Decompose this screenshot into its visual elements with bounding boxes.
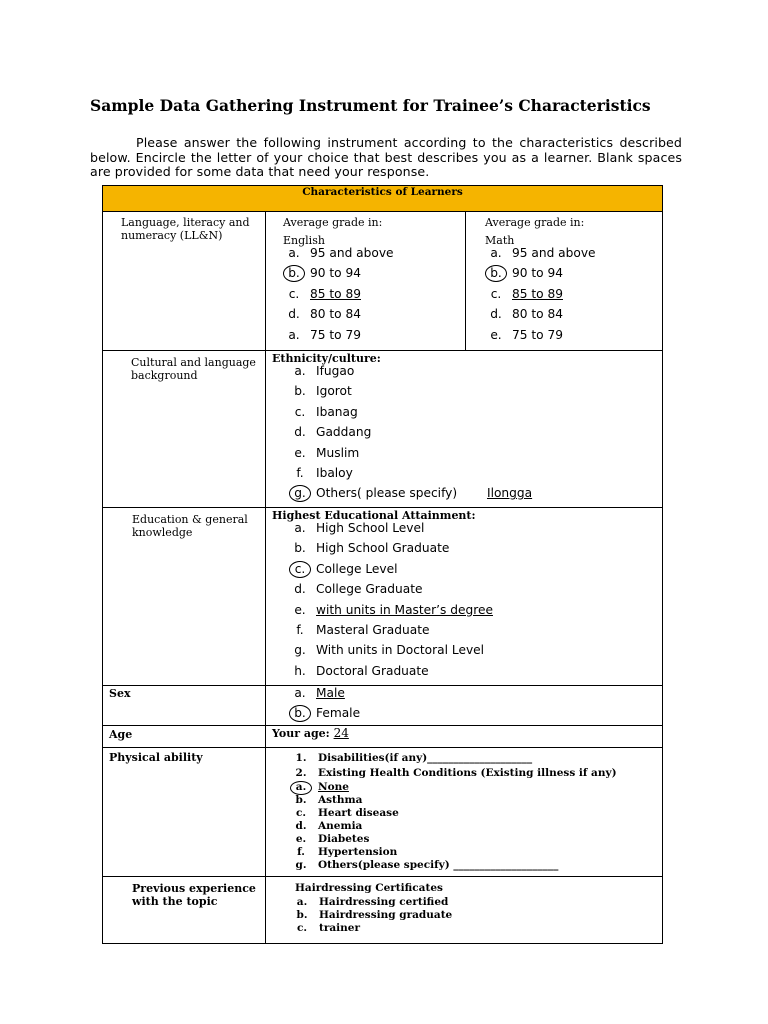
experience-label: Previous experience with the topic [132,882,256,908]
option-letter: d. [288,307,300,322]
option-item[interactable] [290,820,662,833]
row-education [103,508,663,686]
option-letter: a. [296,896,308,908]
row-llon [103,212,663,351]
option-letter: d. [295,820,307,832]
option-text: Male [316,686,345,700]
option-item[interactable] [288,620,662,640]
option-item[interactable] [288,483,662,503]
option-item[interactable] [288,402,662,422]
option-item[interactable] [282,304,465,324]
age-value: 24 [333,726,349,740]
instructions-paragraph: Please answer the following instrument according to the characteristics described below. Encircle the letter of your choice that best describes you as a learner. Blank spaces are provided for some data that need your response. [90,135,682,179]
education-caption: Highest Educational Attainment: [272,509,476,522]
option-text: Ibaloy [316,465,353,480]
option-item[interactable] [484,284,662,304]
option-letter: e. [294,602,306,617]
option-item[interactable] [288,661,662,681]
option-letter: e. [490,327,502,342]
option-text: trainer [319,922,361,934]
culture-options [288,361,662,504]
english-cell [266,212,466,351]
option-letter: c. [296,922,308,934]
option-item[interactable] [290,807,662,820]
specify-answer: Ilongga [487,486,533,501]
age-label-cell [103,726,266,748]
item-text: Existing Health Conditions (Existing illness if any) [318,767,617,779]
culture-caption: Ethnicity/culture: [272,352,381,365]
experience-options [291,896,662,935]
option-letter: f. [296,465,304,480]
option-letter: c. [294,404,306,419]
option-letter: f. [296,622,304,637]
option-letter: b. [484,263,508,283]
option-text: 75 to 79 [310,327,361,342]
option-letter: d. [294,582,306,597]
option-text: Asthma [318,794,363,806]
option-text: Igorot [316,384,352,399]
option-text: Hypertension [318,846,398,858]
option-item[interactable] [288,703,662,723]
learner-characteristics-table [102,185,663,944]
option-text: Hairdressing certified [319,896,449,908]
option-letter: h. [294,663,306,678]
option-item[interactable] [288,579,662,599]
option-letter: b. [296,909,308,921]
option-text: Female [316,706,361,721]
option-item[interactable] [288,463,662,483]
option-item[interactable] [291,896,662,909]
option-item[interactable] [282,243,465,263]
option-item[interactable] [290,833,662,846]
option-item[interactable] [288,559,662,579]
experience-cell [266,877,663,944]
math-caption: Average grade in: [485,216,585,229]
experience-caption: Hairdressing Certificates [295,882,443,894]
option-item[interactable] [288,640,662,660]
table-header-row [103,186,663,212]
culture-label: Cultural and language background [131,356,256,382]
option-item[interactable] [282,263,465,283]
llon-label: Language, literacy and numeracy (LL&N) [121,216,250,242]
document-title: Sample Data Gathering Instrument for Trainee’s Characteristics [90,96,651,115]
option-text: Hairdressing graduate [319,909,453,921]
age-caption: Your age: [272,727,330,740]
option-item[interactable] [484,304,662,324]
option-text: Masteral Graduate [316,622,430,637]
option-letter: c. [288,286,300,301]
option-letter: a. [288,246,300,260]
option-text: Doctoral Graduate [316,663,429,678]
option-item[interactable] [291,922,662,935]
option-text: High School Level [316,521,425,535]
sex-cell [266,686,663,726]
option-item[interactable] [288,361,662,381]
option-text: 95 and above [310,246,394,260]
option-text: 75 to 79 [512,327,563,342]
option-item[interactable] [290,846,662,859]
option-text: College Graduate [316,582,423,597]
option-text: Others(please specify) ____________________ [318,859,559,871]
option-text: 95 and above [512,246,596,260]
option-letter: b. [295,794,307,806]
option-letter: d. [294,425,306,440]
option-text: 85 to 89 [310,286,361,301]
option-text: Ibanag [316,404,358,419]
health-options [290,781,662,872]
item-number: 1. [295,752,307,764]
option-text: High School Graduate [316,541,450,556]
option-letter: b. [282,263,306,283]
physical-item-disabilities [290,752,662,765]
culture-cell [266,351,663,508]
option-text: with units in Master’s degree [316,602,493,617]
option-text: None [318,781,349,793]
row-experience [103,877,663,944]
option-letter: b. [288,703,312,723]
english-options [282,243,465,345]
option-letter: b. [294,384,306,399]
row-sex [103,686,663,726]
option-item[interactable] [484,243,662,263]
physical-item-health [290,767,662,780]
age-cell [266,726,663,748]
option-letter: a. [294,364,306,378]
option-item[interactable] [282,325,465,345]
education-cell [266,508,663,686]
option-letter: c. [288,559,312,579]
item-text: Disabilities(if any)____________________ [318,752,533,764]
option-text: 85 to 89 [512,286,563,301]
option-item[interactable] [290,859,662,872]
option-text: Gaddang [316,425,372,440]
option-text: 80 to 84 [512,307,563,322]
sex-label: Sex [109,687,131,700]
option-letter: a. [288,327,300,342]
option-text: 90 to 94 [310,266,361,281]
math-options [484,243,662,345]
option-letter: e. [294,445,306,460]
option-letter: a. [294,686,306,700]
education-label: Education & general knowledge [132,513,248,539]
option-text: Others( please specify) [316,486,458,501]
option-letter: g. [295,859,307,871]
age-label: Age [109,728,133,741]
option-item[interactable] [282,284,465,304]
education-label-cell [103,508,266,686]
option-item[interactable] [288,518,662,538]
row-culture [103,351,663,508]
option-letter: a. [490,246,502,260]
age-field [266,726,662,740]
llon-label-cell [103,212,266,351]
physical-label: Physical ability [109,751,203,764]
option-letter: a. [290,781,312,794]
education-options [288,518,662,681]
option-text: 90 to 94 [512,266,563,281]
row-physical [103,748,663,877]
option-text: Muslim [316,445,360,460]
option-item[interactable] [288,538,662,558]
math-subject: Math [485,234,515,247]
option-item[interactable] [290,781,662,794]
option-text: Ifugao [316,364,355,378]
culture-label-cell [103,351,266,508]
option-letter: c. [295,807,307,819]
option-letter: e. [295,833,307,845]
english-caption: Average grade in: [283,216,383,229]
option-letter: c. [490,286,502,301]
english-subject: English [283,234,325,247]
option-letter: f. [297,846,305,858]
table-header: Characteristics of Learners [103,186,663,212]
option-item[interactable] [290,794,662,807]
option-item[interactable] [288,600,662,620]
option-text: With units in Doctoral Level [316,643,485,658]
option-text: College Level [316,561,398,576]
option-text: Anemia [318,820,363,832]
option-letter: g. [288,483,312,503]
option-item[interactable] [288,422,662,442]
option-item[interactable] [288,683,662,703]
option-letter: b. [294,541,306,556]
physical-cell [266,748,663,877]
math-cell [466,212,663,351]
experience-label-cell [103,877,266,944]
option-text: Heart disease [318,807,399,819]
option-item[interactable] [288,443,662,463]
option-text: Diabetes [318,833,370,845]
sex-label-cell [103,686,266,726]
option-letter: g. [294,643,306,658]
option-letter: d. [490,307,502,322]
sex-options [288,683,662,724]
option-text: 80 to 84 [310,307,361,322]
option-letter: a. [294,521,306,535]
option-item[interactable] [291,909,662,922]
row-age [103,726,663,748]
item-number: 2. [295,767,307,779]
option-item[interactable] [288,381,662,401]
option-item[interactable] [484,325,662,345]
physical-label-cell [103,748,266,877]
option-item[interactable] [484,263,662,283]
